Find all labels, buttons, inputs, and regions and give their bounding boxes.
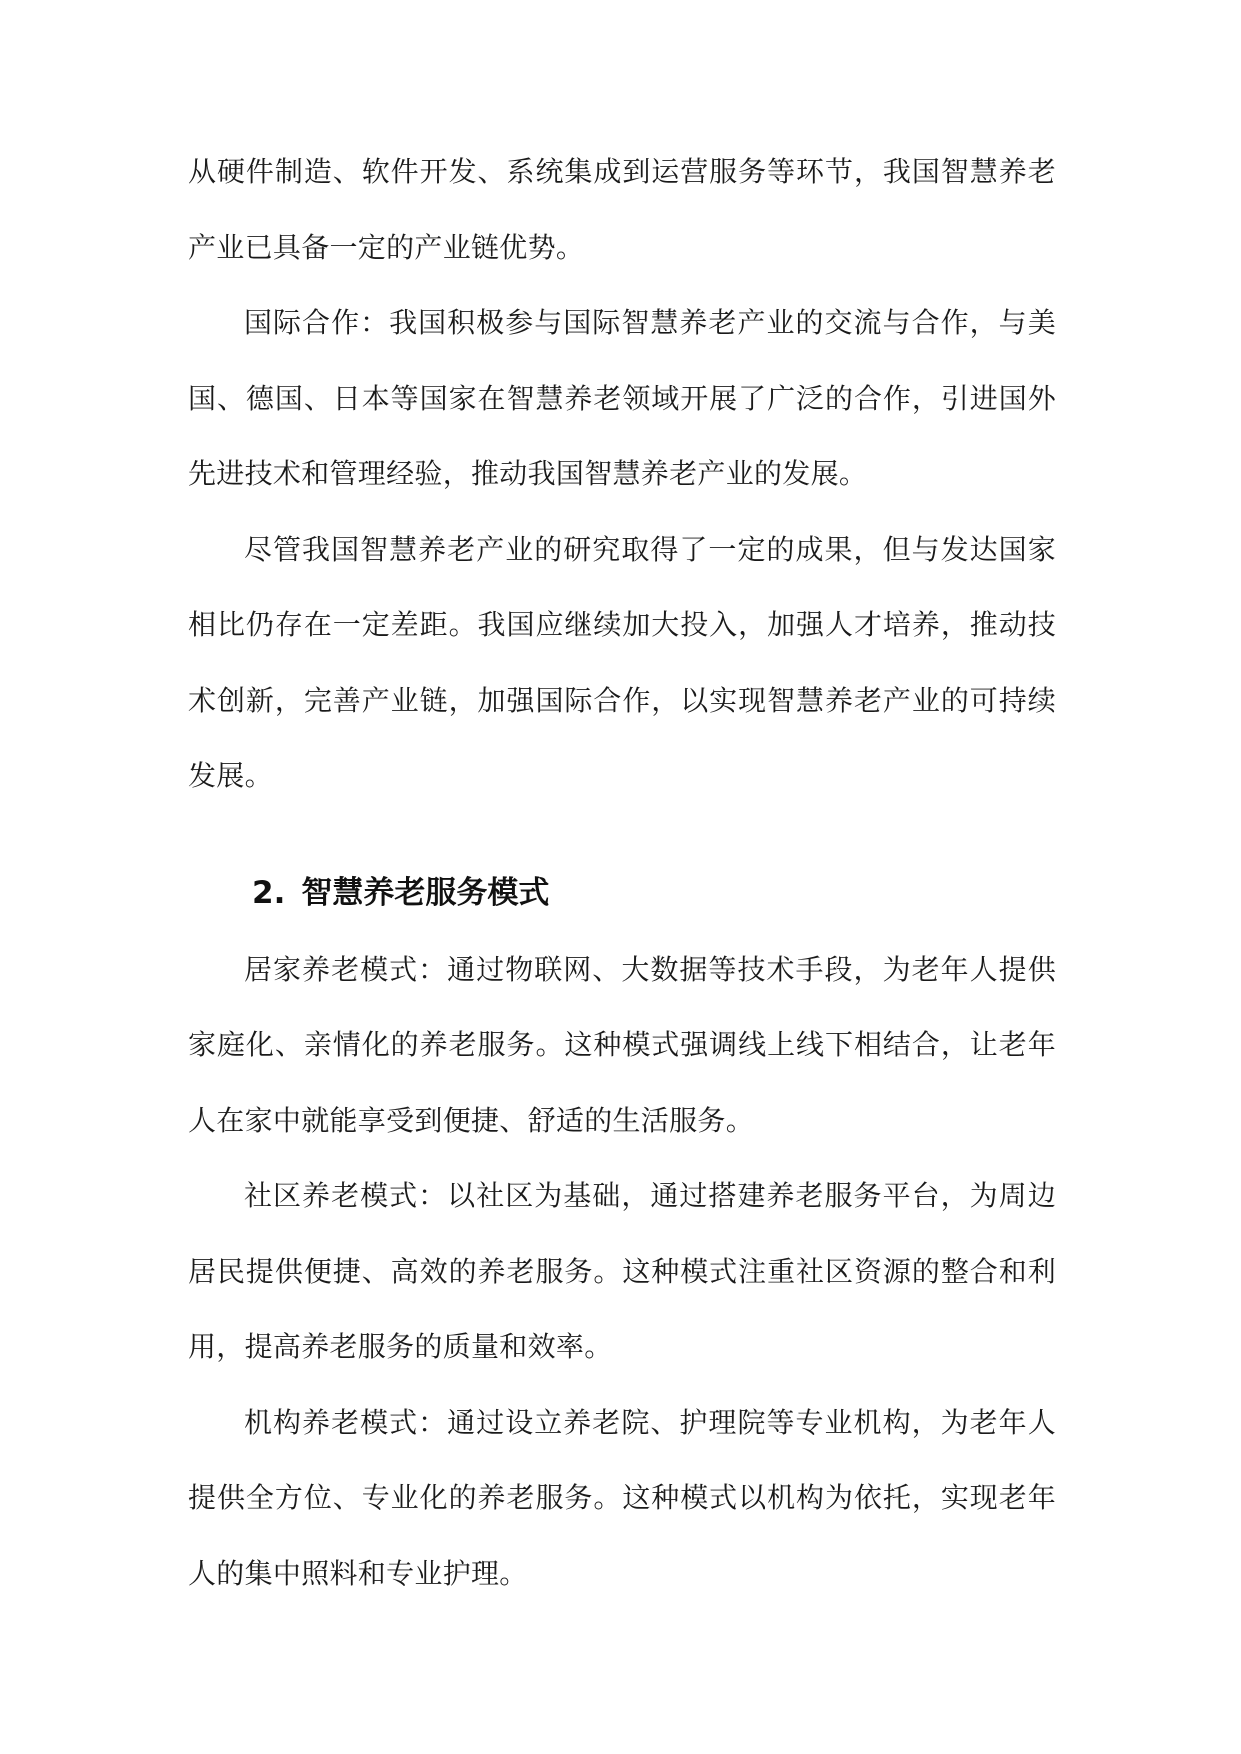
paragraph-summary: 尽管我国智慧养老产业的研究取得了一定的成果，但与发达国家相比仍存在一定差距。我国应继续加大投入，加强人才培养，推动技术创新，完善产业链，加强国际合作，以实现智慧养老产业的可持续发展。: [188, 532, 1056, 792]
document-body: [188, 134, 1056, 1611]
paragraph-industry-chain: 从硬件制造、软件开发、系统集成到运营服务等环节，我国智慧养老产业已具备一定的产业链优势。: [188, 155, 1056, 264]
section-heading: [188, 862, 1056, 924]
section-number: 2.: [252, 874, 286, 911]
section-title: 智慧养老服务模式: [301, 874, 550, 911]
paragraph-community-care-model: 社区养老模式：以社区为基础，通过搭建养老服务平台，为周边居民提供便捷、高效的养老服务。这种模式注重社区资源的整合和利用，提高养老服务的质量和效率。: [188, 1179, 1056, 1363]
paragraph-international-cooperation: 国际合作：我国积极参与国际智慧养老产业的交流与合作，与美国、德国、日本等国家在智慧养老领域开展了广泛的合作，引进国外先进技术和管理经验，推动我国智慧养老产业的发展。: [188, 306, 1056, 490]
paragraph-institutional-care-model: 机构养老模式：通过设立养老院、护理院等专业机构，为老年人提供全方位、专业化的养老服务。这种模式以机构为依托，实现老年人的集中照料和专业护理。: [188, 1405, 1056, 1590]
paragraph-home-care-model: 居家养老模式：通过物联网、大数据等技术手段，为老年人提供家庭化、亲情化的养老服务。这种模式强调线上线下相结合，让老年人在家中就能享受到便捷、舒适的生活服务。: [188, 952, 1056, 1137]
